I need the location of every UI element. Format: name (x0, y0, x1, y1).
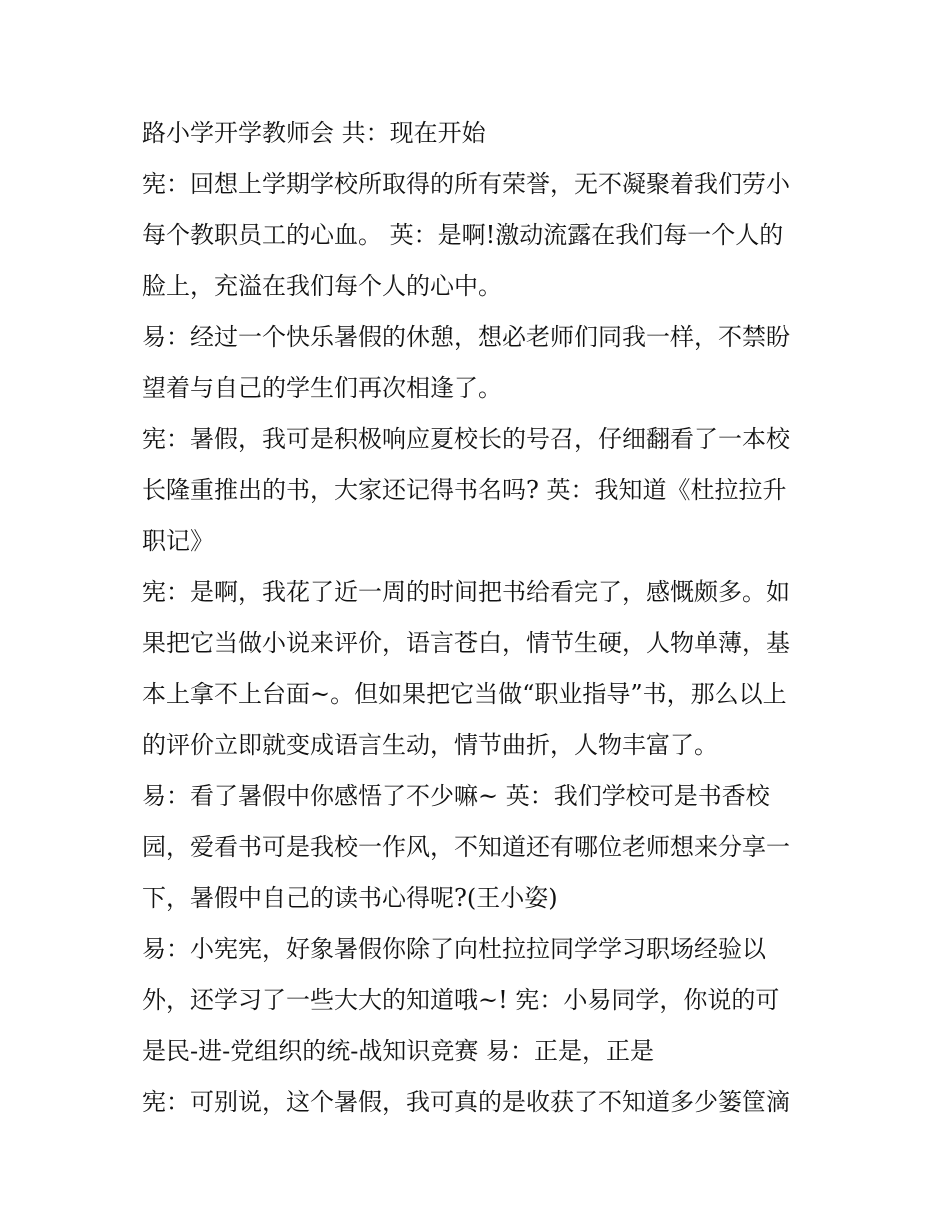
text-line: 易：小宪宪，好象暑假你除了向杜拉拉同学学习职场经验以 (142, 935, 766, 963)
text-line: 宪：是啊，我花了近一周的时间把书给看完了，感慨颇多。如 (142, 578, 790, 606)
text-line: 本上拿不上台面~。但如果把它当做“职业指导”书，那么以上 (142, 680, 787, 708)
text-line: 长隆重推出的书，大家还记得书名吗? 英：我知道《杜拉拉升 (142, 476, 787, 504)
text-line: 每个教职员工的心血。 英：是啊!激动流露在我们每一个人的 (142, 221, 784, 249)
text-line: 脸上，充溢在我们每个人的心中。 (142, 272, 502, 300)
text-line: 外，还学习了一些大大的知道哦~! 宪：小易同学，你说的可 (142, 986, 780, 1014)
text-line: 是民-进-党组织的统-战知识竞赛 易：正是，正是 (142, 1037, 654, 1065)
text-line: 园，爱看书可是我校一作风，不知道还有哪位老师想来分享一 (142, 833, 790, 861)
text-line: 职记》 (142, 527, 214, 555)
text-line: 下，暑假中自己的读书心得呢?(王小姿) (142, 884, 558, 912)
text-line: 易：看了暑假中你感悟了不少嘛~ 英：我们学校可是书香校 (142, 782, 770, 810)
text-line: 宪：回想上学期学校所取得的所有荣誉，无不凝聚着我们劳小 (142, 170, 790, 198)
text-line: 易：经过一个快乐暑假的休憩，想必老师们同我一样，不禁盼 (142, 323, 790, 351)
text-line: 路小学开学教师会 共：现在开始 (142, 119, 486, 147)
text-line: 宪：可别说，这个暑假，我可真的是收获了不知道多少篓筐滴 (142, 1088, 790, 1116)
text-line: 的评价立即就变成语言生动，情节曲折，人物丰富了。 (142, 731, 718, 759)
document-body (142, 108, 832, 1128)
text-line: 宪：暑假，我可是积极响应夏校长的号召，仔细翻看了一本校 (142, 425, 790, 453)
text-line: 望着与自己的学生们再次相逢了。 (142, 374, 502, 402)
text-line: 果把它当做小说来评价，语言苍白，情节生硬，人物单薄，基 (142, 629, 790, 657)
